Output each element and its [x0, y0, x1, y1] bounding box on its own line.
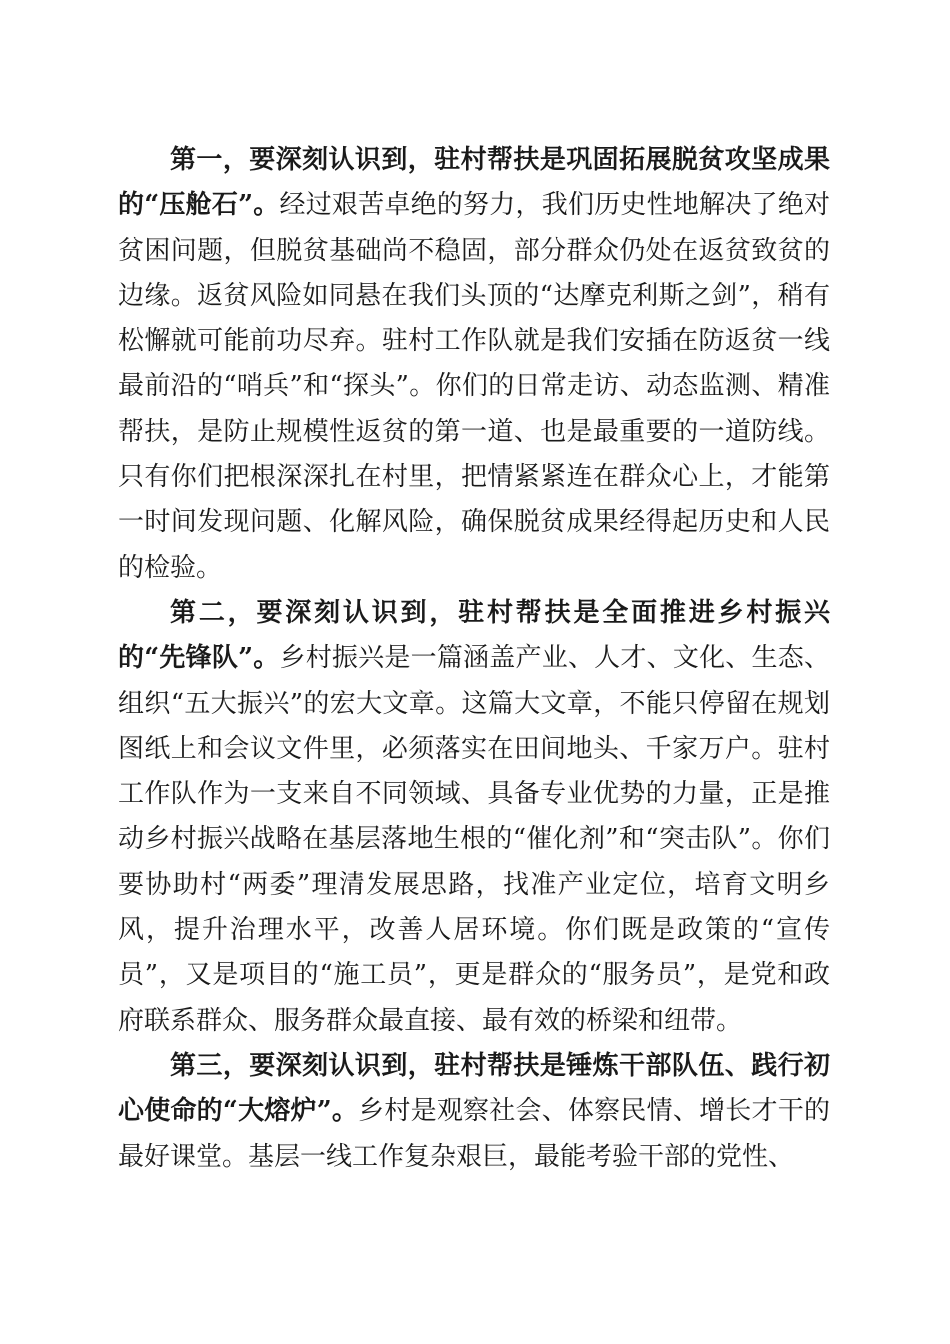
paragraph-1	[118, 138, 830, 591]
paragraph-3-lead: 第三，要深刻认识到，驻村帮扶是锤炼干部队伍、践行初心使命的“大熔炉”。	[118, 1050, 830, 1127]
paragraph-1-body: 经过艰苦卓绝的努力，我们历史性地解决了绝对贫困问题，但脱贫基础尚不稳固，部分群众仍处在返贫致贫的边缘。返贫风险如同悬在我们头顶的“达摩克利斯之剑”，稍有松懈就可能前功尽弃。驻村工作队就是我们安插在防返贫一线最前沿的“哨兵”和“探头”。你们的日常走访、动态监测、精准帮扶，是防止规模性返贫的第一道、也是最重要的一道防线。只有你们把根深深扎在村里，把情紧紧连在群众心上，才能第一时间发现问题、化解风险，确保脱贫成果经得起历史和人民的检验。	[118, 190, 830, 583]
paragraph-2-body: 乡村振兴是一篇涵盖产业、人才、文化、生态、组织“五大振兴”的宏大文章。这篇大文章，不能只停留在规划图纸上和会议文件里，必须落实在田间地头、千家万户。驻村工作队作为一支来自不同领域、具备专业优势的力量，正是推动乡村振兴战略在基层落地生根的“催化剂”和“突击队”。你们要协助村“两委”理清发展思路，找准产业定位，培育文明乡风，提升治理水平，改善人居环境。你们既是政策的“宣传员”，又是项目的“施工员”，更是群众的“服务员”，是党和政府联系群众、服务群众最直接、最有效的桥梁和纽带。	[118, 643, 830, 1036]
paragraph-2	[118, 591, 830, 1044]
paragraph-1-lead: 第一，要深刻认识到，驻村帮扶是巩固拓展脱贫攻坚成果的“压舱石”。	[118, 145, 830, 221]
paragraph-2-lead: 第二，要深刻认识到，驻村帮扶是全面推进乡村振兴的“先锋队”。	[118, 597, 830, 674]
paragraph-3-body: 乡村是观察社会、体察民情、增长才干的最好课堂。基层一线工作复杂艰巨，最能考验干部的党性、	[118, 1096, 830, 1172]
document-body	[118, 138, 830, 1180]
paragraph-3	[118, 1044, 830, 1180]
